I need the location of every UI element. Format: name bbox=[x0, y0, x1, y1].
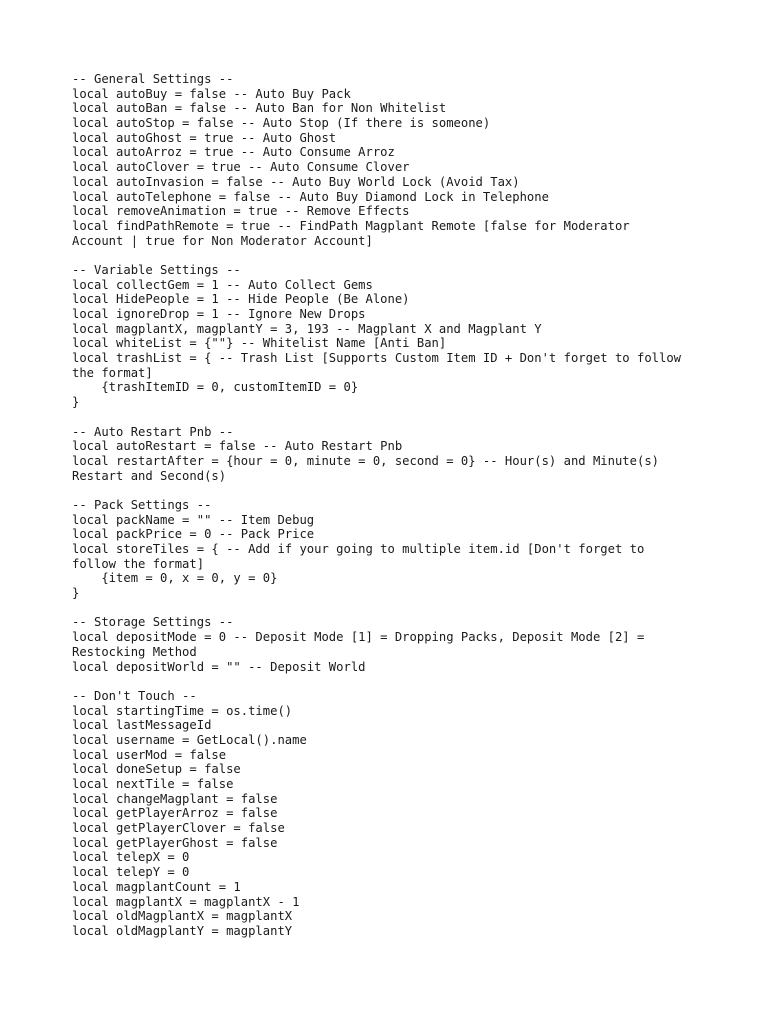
blank-line bbox=[72, 410, 732, 425]
blank-line bbox=[72, 483, 732, 498]
code-line: local autoBuy = false -- Auto Buy Pack bbox=[72, 86, 351, 101]
code-line: local username = GetLocal().name bbox=[72, 732, 307, 747]
code-line: local whiteList = {""} -- Whitelist Name [Anti Ban] bbox=[72, 336, 447, 351]
code-line: local nextTile = false bbox=[72, 777, 234, 791]
code-line: local storeTiles = { -- Add if your going to multiple item.id [Don't forget to bbox=[72, 542, 645, 556]
section-heading: -- Storage Settings -- bbox=[72, 615, 234, 630]
code-line: local autoGhost = true -- Auto Ghost bbox=[72, 130, 337, 145]
blank-line bbox=[72, 601, 732, 616]
code-line: Restocking Method bbox=[72, 644, 197, 659]
code-line: local findPathRemote = true -- FindPath Magplant Remote [false for Moderator bbox=[72, 218, 630, 233]
code-line: } bbox=[72, 395, 80, 410]
code-line: local autoBan = false -- Auto Ban for Non Whitelist bbox=[72, 101, 447, 116]
code-line: local trashList = { -- Trash List [Supports Custom Item ID + Don't forget to follow bbox=[72, 351, 682, 366]
code-line: local removeAnimation = true -- Remove Effects bbox=[72, 204, 410, 219]
section-heading: -- Pack Settings -- bbox=[72, 497, 212, 512]
code-line: the format] bbox=[72, 365, 153, 380]
code-line: local autoClover = true -- Auto Consume Clover bbox=[72, 160, 410, 175]
code-line: local magplantX = magplantX - 1 bbox=[72, 894, 300, 909]
section-heading: -- Auto Restart Pnb -- bbox=[72, 424, 234, 439]
code-line: local userMod = false bbox=[72, 747, 227, 762]
code-line: local packName = "" -- Item Debug bbox=[72, 512, 315, 527]
code-line: local autoRestart = false -- Auto Restart Pnb bbox=[72, 439, 403, 454]
code-line: local autoInvasion = false -- Auto Buy World Lock (Avoid Tax) bbox=[72, 174, 520, 189]
code-line: local restartAfter = {hour = 0, minute = 0, second = 0} -- Hour(s) and Minute(s) bbox=[72, 453, 659, 468]
code-line: } bbox=[72, 586, 80, 601]
section-heading: -- Variable Settings -- bbox=[72, 262, 241, 277]
code-line: local getPlayerArroz = false bbox=[72, 806, 278, 821]
code-line: local lastMessageId bbox=[72, 718, 212, 733]
code-line: Account | true for Non Moderator Account] bbox=[72, 233, 373, 248]
code-line: {item = 0, x = 0, y = 0} bbox=[72, 571, 278, 586]
code-line: follow the format] bbox=[72, 556, 205, 571]
code-line: local ignoreDrop = 1 -- Ignore New Drops bbox=[72, 307, 366, 321]
code-line: local getPlayerClover = false bbox=[72, 821, 285, 836]
code-line: Restart and Second(s) bbox=[72, 468, 227, 483]
section-heading: -- General Settings -- bbox=[72, 72, 234, 86]
code-line: local depositWorld = "" -- Deposit World bbox=[72, 659, 366, 674]
code-line: {trashItemID = 0, customItemID = 0} bbox=[72, 380, 359, 395]
code-line: local packPrice = 0 -- Pack Price bbox=[72, 527, 315, 542]
code-line: local changeMagplant = false bbox=[72, 791, 278, 806]
code-line: local autoTelephone = false -- Auto Buy Diamond Lock in Telephone bbox=[72, 189, 549, 204]
blank-line bbox=[72, 248, 732, 263]
code-line: local magplantX, magplantY = 3, 193 -- Magplant X and Magplant Y bbox=[72, 321, 542, 336]
code-line: local telepY = 0 bbox=[72, 865, 190, 880]
code-document bbox=[72, 72, 732, 939]
code-line: local startingTime = os.time() bbox=[72, 703, 293, 718]
code-line: local depositMode = 0 -- Deposit Mode [1] = Dropping Packs, Deposit Mode [2] = bbox=[72, 630, 645, 645]
code-line: local HidePeople = 1 -- Hide People (Be Alone) bbox=[72, 292, 410, 307]
code-line: local oldMagplantY = magplantY bbox=[72, 923, 293, 938]
code-line: local oldMagplantX = magplantX bbox=[72, 909, 293, 924]
code-line: local doneSetup = false bbox=[72, 762, 241, 777]
code-line: local collectGem = 1 -- Auto Collect Gems bbox=[72, 277, 373, 292]
code-line: local getPlayerGhost = false bbox=[72, 835, 278, 850]
code-line: local magplantCount = 1 bbox=[72, 879, 241, 894]
section-heading: -- Don't Touch -- bbox=[72, 688, 197, 703]
code-line: local autoArroz = true -- Auto Consume Arroz bbox=[72, 145, 395, 160]
code-line: local autoStop = false -- Auto Stop (If there is someone) bbox=[72, 116, 491, 131]
blank-line bbox=[72, 674, 732, 689]
code-line: local telepX = 0 bbox=[72, 850, 190, 865]
